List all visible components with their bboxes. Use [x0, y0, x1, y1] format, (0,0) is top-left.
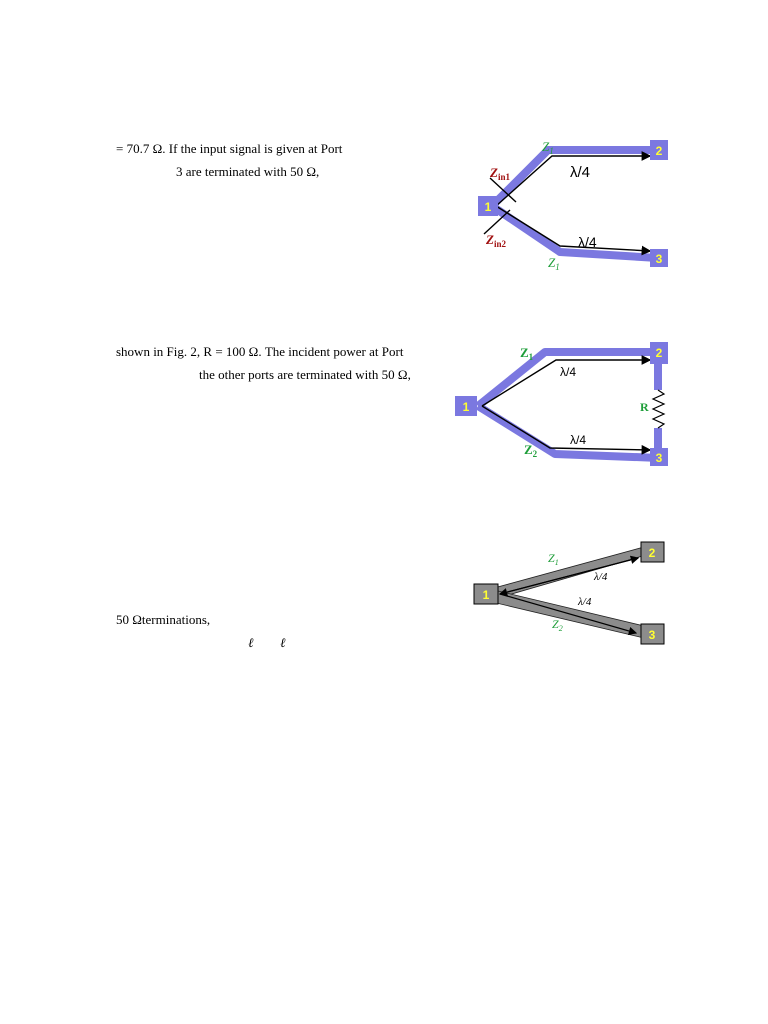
figure-2-wilkinson-divider — [450, 338, 675, 473]
fig1-zin2-sub: in2 — [493, 239, 506, 249]
text-ell-1: ℓ — [248, 635, 254, 650]
text-line-4: the other ports are terminated with 50 Ω, — [199, 367, 411, 382]
text-line-2: 3 are terminated with 50 Ω, — [176, 164, 320, 179]
fig1-port-1-label: 1 — [484, 200, 492, 214]
fig1-zin1: Z — [490, 165, 498, 180]
fig2-z-bottom: Z — [524, 442, 533, 457]
fig1-z-top: Z — [542, 139, 550, 154]
fig2-port-1-label: 1 — [462, 400, 470, 414]
fig3-port-1-label: 1 — [482, 588, 490, 602]
figure-3-unequal-divider — [468, 538, 673, 648]
fig2-resistor — [653, 390, 664, 428]
fig3-len-top: λ/4 — [594, 571, 608, 583]
fig1-len-top: λ/4 — [570, 164, 591, 181]
fig1-z-top-sub: 1 — [549, 146, 554, 156]
svg-text:Z1 — [542, 139, 554, 156]
fig2-resistor-label: R — [640, 400, 649, 414]
text-ell-2: ℓ — [280, 635, 286, 650]
fig2-port-3-label: 3 — [655, 451, 663, 465]
fig2-len-top: λ/4 — [560, 365, 577, 379]
text-line-5: 50 Ωterminations, — [116, 612, 211, 627]
fig3-port-3-label: 3 — [648, 628, 656, 642]
fig3-arrow-back — [500, 558, 638, 594]
fig1-z-bottom-sub: 1 — [555, 262, 560, 272]
fig2-z-bottom-sub: 2 — [532, 449, 538, 459]
svg-text:Zin1 — [489, 165, 510, 182]
fig2-z-top-sub: 1 — [528, 352, 534, 362]
svg-text:Z1 — [548, 551, 559, 567]
svg-text:Z2 — [552, 617, 563, 633]
fig2-len-bottom: λ/4 — [570, 433, 587, 447]
fig3-arrow-bottom — [500, 594, 636, 633]
fig3-z-top-sub: 1 — [554, 558, 559, 567]
fig3-z-top: Z — [548, 551, 555, 565]
fig3-line-top — [494, 547, 646, 598]
fig1-len-bottom: λ/4 — [578, 234, 597, 250]
fig1-port-2-label: 2 — [655, 144, 663, 158]
fig2-port-2-label: 2 — [655, 346, 663, 360]
fig1-port-3-label: 3 — [655, 252, 663, 266]
fig1-zin1-sub: in1 — [497, 172, 510, 182]
svg-text:Zin2 — [485, 232, 506, 249]
fig2-z-top: Z — [520, 345, 529, 360]
text-line-1: = 70.7 Ω. If the input signal is given at Port — [116, 141, 343, 156]
figure-1-power-divider — [470, 130, 680, 275]
fig1-zin2: Z — [486, 232, 494, 247]
svg-text:Z1 — [548, 255, 560, 272]
text-line-3: shown in Fig. 2, R = 100 Ω. The incident power at Port — [116, 344, 404, 359]
fig3-len-bottom: λ/4 — [578, 596, 592, 608]
fig3-port-2-label: 2 — [648, 546, 656, 560]
fig3-z-bottom-sub: 2 — [558, 624, 563, 633]
fig3-z-bottom: Z — [552, 617, 559, 631]
svg-text:Z1 — [520, 345, 534, 362]
fig1-z-bottom: Z — [548, 255, 556, 270]
